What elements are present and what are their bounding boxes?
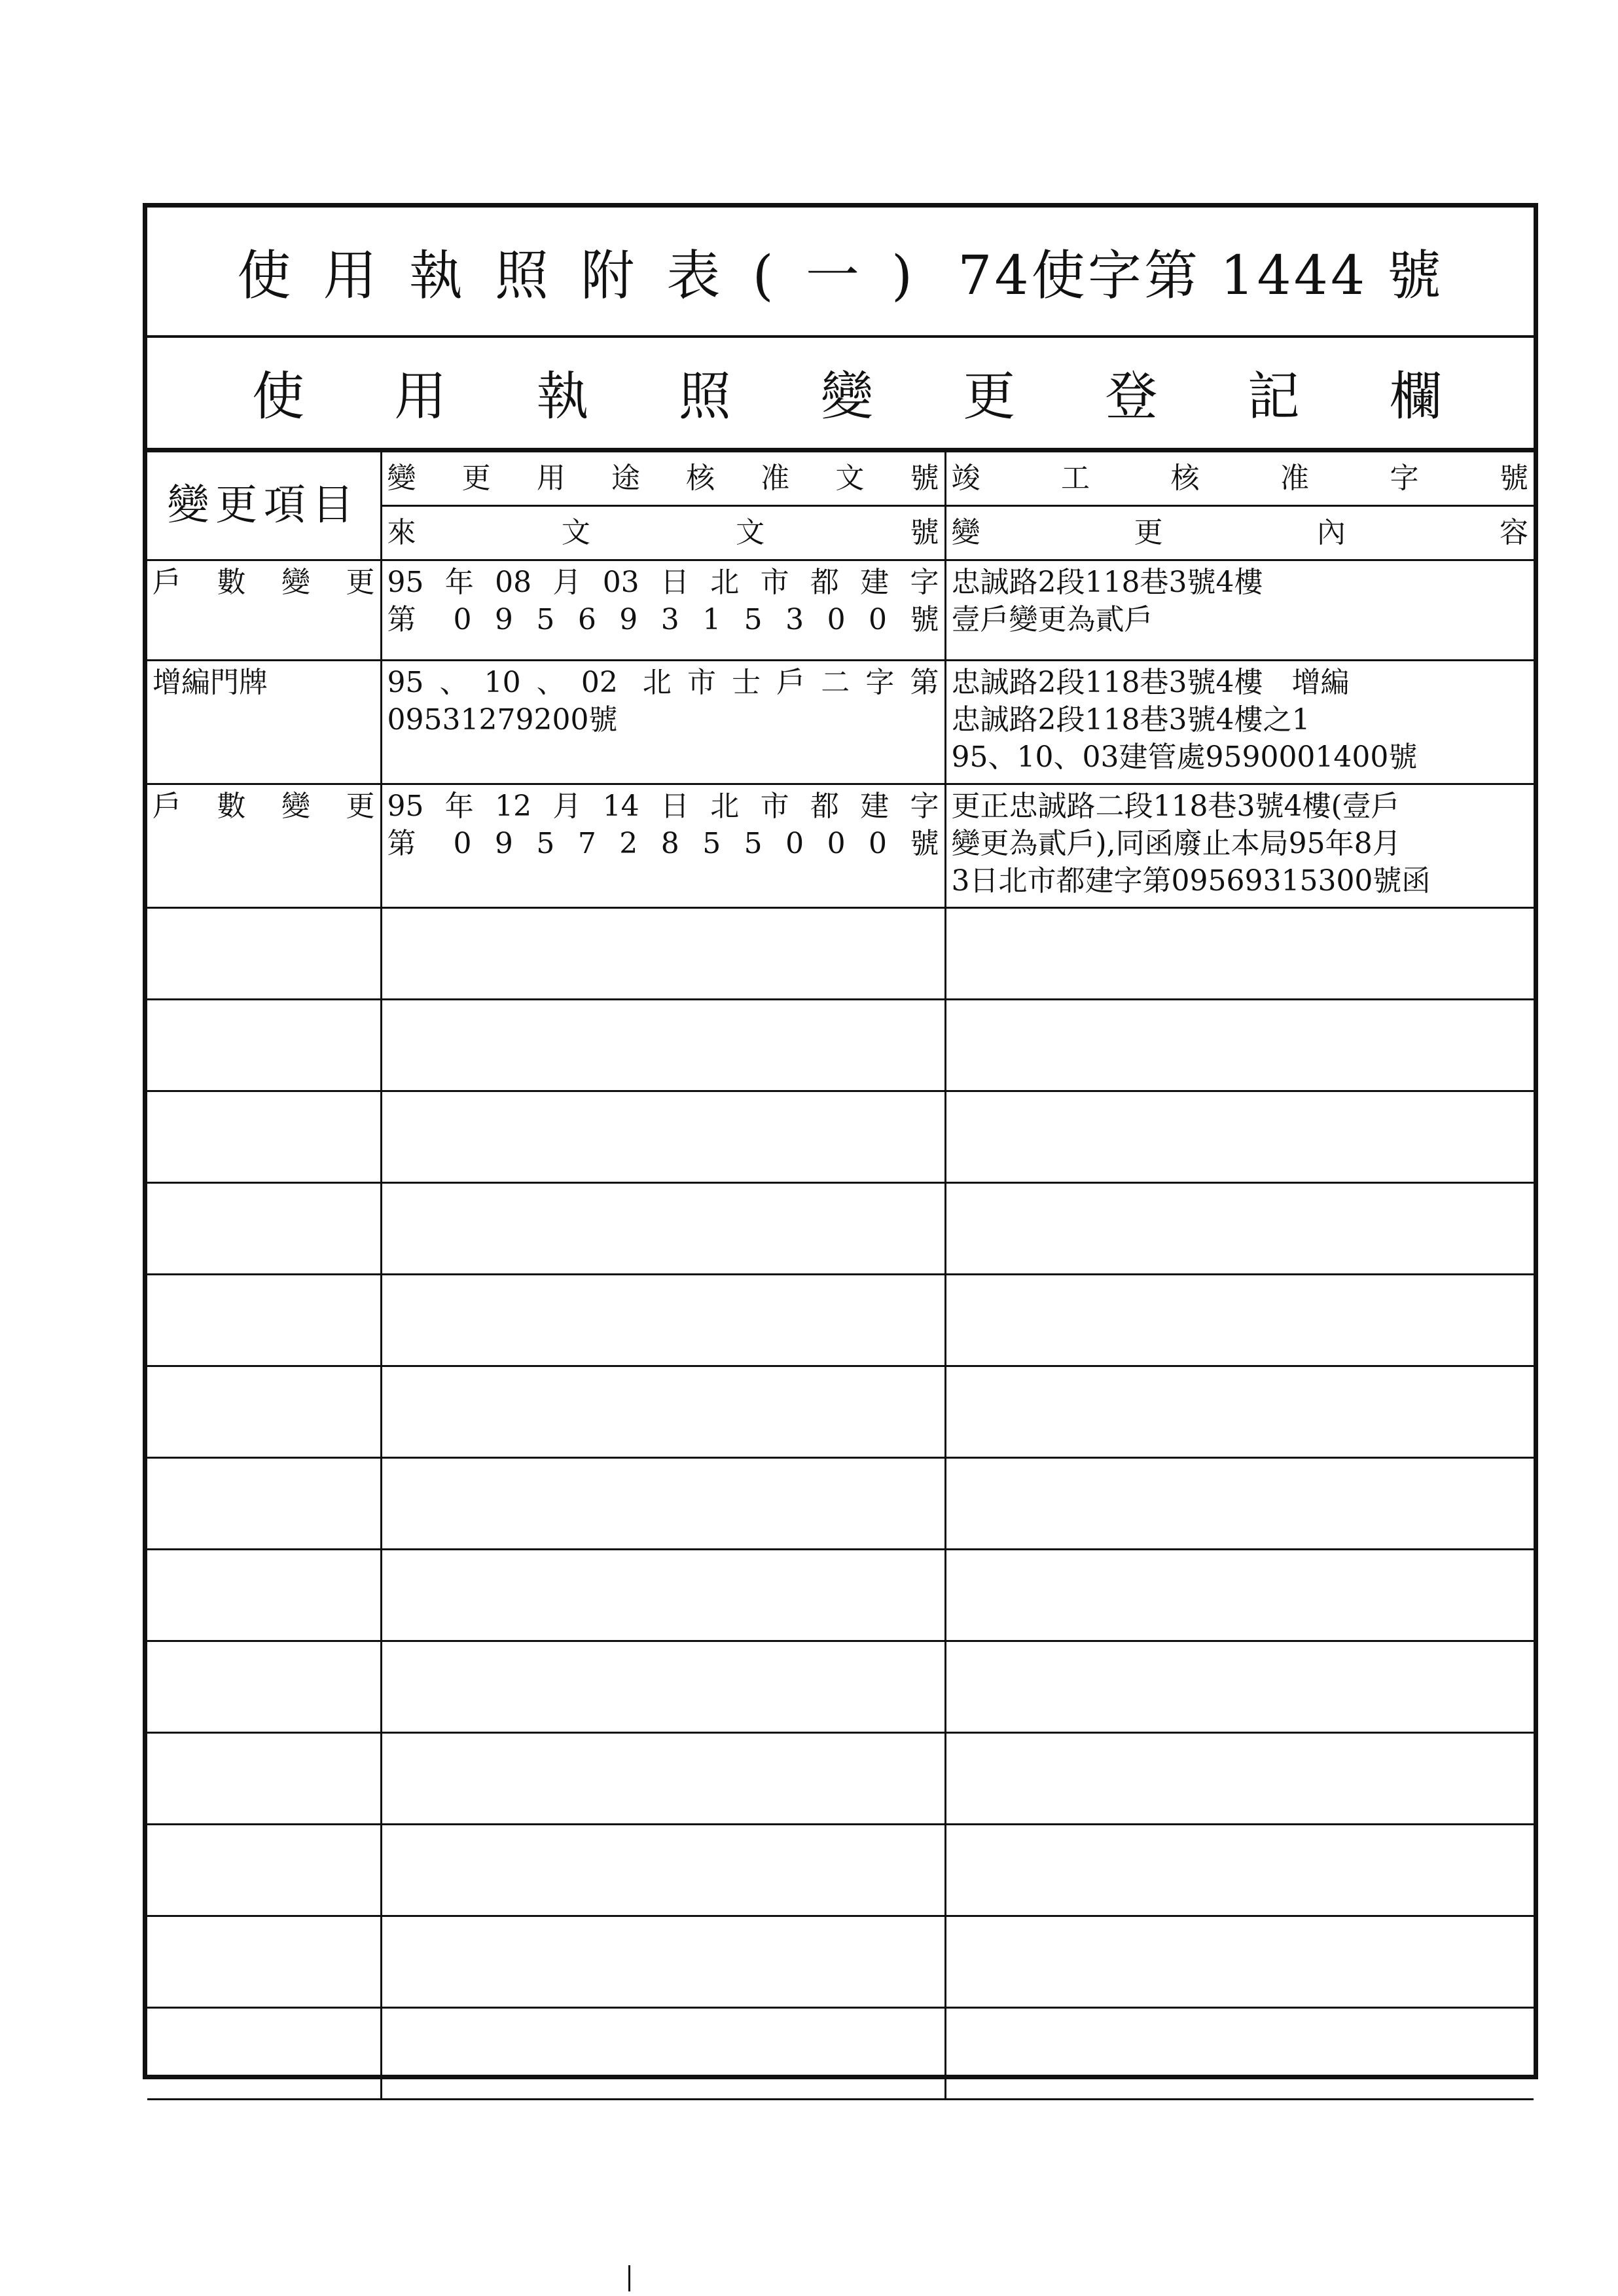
blank-cell: [381, 1183, 945, 1275]
blank-cell: [945, 1183, 1534, 1275]
cell-content: [945, 784, 1534, 908]
blank-row: [147, 1825, 1534, 1916]
content-line: 忠誠路2段118巷3號4樓 增編: [951, 666, 1350, 699]
doc-line: 95年08月03日北市都建字: [387, 566, 939, 599]
blank-row: [147, 1458, 1534, 1550]
form-title-row: [147, 208, 1534, 338]
content-line: 3日北市都建字第09569315300號函: [951, 864, 1431, 898]
blank-row: [147, 1275, 1534, 1366]
permit-attachment-form: [143, 203, 1538, 2079]
section-title-char: 記: [1247, 365, 1300, 427]
blank-cell: [147, 1000, 381, 1091]
blank-cell: [945, 1825, 1534, 1916]
blank-cell: [945, 1091, 1534, 1183]
blank-cell: [147, 1641, 381, 1733]
blank-cell: [381, 1000, 945, 1091]
blank-cell: [945, 1458, 1534, 1550]
cell-item: [147, 560, 381, 661]
section-title-char: 欄: [1390, 365, 1442, 427]
content-line: 變更為貳戶),同函廢止本局95年8月: [951, 827, 1401, 861]
blank-cell: [147, 2008, 381, 2100]
document-title: 使用執照附表(一): [237, 245, 945, 307]
column-header-item: 變更項目: [147, 452, 381, 560]
blank-cell: [147, 1458, 381, 1550]
blank-cell: [147, 1825, 381, 1916]
column-header-approval-doc: 變更用途核准文號: [381, 452, 945, 506]
change-register-table: [147, 450, 1534, 2100]
page-edge-mark: [628, 2265, 630, 2291]
doc-line: 95、10、02 北市士戶二字第: [387, 666, 939, 699]
blank-cell: [381, 1275, 945, 1366]
column-header-change-content: 變更內容: [945, 506, 1534, 560]
blank-cell: [945, 1550, 1534, 1641]
content-line: 更正忠誠路二段118巷3號4樓(壹戶: [951, 790, 1400, 823]
section-title-char: 變: [821, 365, 873, 427]
blank-cell: [945, 908, 1534, 1000]
blank-cell: [381, 2008, 945, 2100]
blank-cell: [945, 1641, 1534, 1733]
section-title-char: 使: [252, 365, 304, 427]
section-title-char: 照: [678, 365, 731, 427]
blank-row: [147, 2008, 1534, 2100]
item-label: 戶數變更: [153, 566, 375, 599]
section-title-char: 執: [536, 365, 589, 427]
blank-cell: [945, 1733, 1534, 1825]
blank-cell: [381, 1550, 945, 1641]
blank-cell: [381, 1458, 945, 1550]
content-line: 壹戶變更為貳戶: [951, 603, 1153, 637]
column-header-completion-no: 竣工核准字號: [945, 452, 1534, 506]
cell-doc: [381, 560, 945, 661]
blank-cell: [945, 1916, 1534, 2008]
permit-number: 74使字第 1444 號: [958, 245, 1444, 307]
blank-cell: [147, 1275, 381, 1366]
blank-cell: [945, 1366, 1534, 1458]
table-row: [147, 784, 1534, 908]
blank-row: [147, 1366, 1534, 1458]
table-row: [147, 661, 1534, 784]
cell-doc: [381, 784, 945, 908]
section-title-char: 用: [394, 365, 447, 427]
blank-row: [147, 1733, 1534, 1825]
doc-line: 09531279200號: [387, 703, 618, 737]
blank-cell: [147, 908, 381, 1000]
blank-row: [147, 1916, 1534, 2008]
blank-cell: [147, 1550, 381, 1641]
doc-line: 第 0 9 5 7 2 8 5 5 0 0 0 號: [387, 827, 939, 861]
blank-row: [147, 1000, 1534, 1091]
blank-row: [147, 1550, 1534, 1641]
blank-cell: [381, 908, 945, 1000]
blank-cell: [147, 1916, 381, 2008]
blank-cell: [381, 1733, 945, 1825]
header-row: [147, 452, 1534, 506]
content-line: 95、10、03建管處9590001400號: [951, 740, 1418, 774]
item-label: 增編門牌: [153, 666, 268, 699]
cell-item: [147, 784, 381, 908]
cell-doc: [381, 661, 945, 784]
blank-cell: [945, 2008, 1534, 2100]
blank-cell: [147, 1091, 381, 1183]
column-header-incoming-doc: 來文文號: [381, 506, 945, 560]
blank-cell: [945, 1275, 1534, 1366]
cell-item: [147, 661, 381, 784]
blank-row: [147, 1641, 1534, 1733]
content-line: 忠誠路2段118巷3號4樓之1: [951, 703, 1310, 737]
blank-row: [147, 1183, 1534, 1275]
section-title-char: 更: [963, 365, 1016, 427]
content-line: 忠誠路2段118巷3號4樓: [951, 566, 1263, 599]
blank-cell: [381, 1825, 945, 1916]
blank-cell: [381, 1091, 945, 1183]
blank-cell: [945, 1000, 1534, 1091]
blank-cell: [147, 1183, 381, 1275]
doc-line: 第 0 9 5 6 9 3 1 5 3 0 0 號: [387, 603, 939, 637]
item-label: 戶數變更: [153, 790, 375, 823]
blank-cell: [147, 1733, 381, 1825]
section-title-char: 登: [1105, 365, 1158, 427]
blank-row: [147, 908, 1534, 1000]
cell-content: [945, 560, 1534, 661]
section-title-row: [147, 335, 1534, 450]
doc-line: 95年12月14日北市都建字: [387, 790, 939, 823]
cell-content: [945, 661, 1534, 784]
blank-row: [147, 1091, 1534, 1183]
blank-cell: [381, 1916, 945, 2008]
blank-cell: [147, 1366, 381, 1458]
blank-cell: [381, 1366, 945, 1458]
table-row: [147, 560, 1534, 661]
blank-cell: [381, 1641, 945, 1733]
